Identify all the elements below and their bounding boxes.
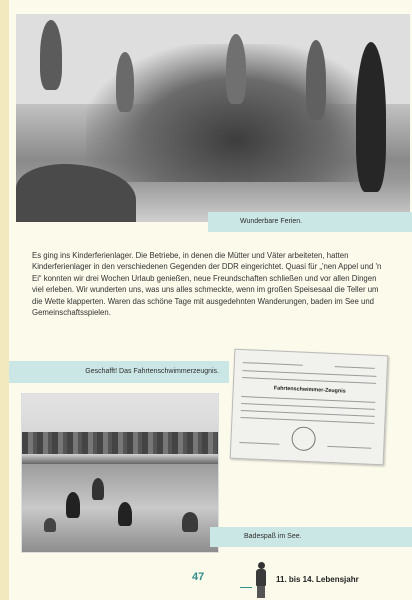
certificate-stamp [291, 426, 316, 451]
chapter-label: 11. bis 14. Lebensjahr [276, 575, 359, 584]
certificate-caption: Geschafft! Das Fahrtenschwimmerzeugnis. [9, 361, 229, 383]
certificate-rule [241, 403, 375, 410]
photo-swimmer [182, 512, 198, 532]
footer-divider [240, 587, 252, 588]
silhouette-torso [256, 569, 266, 586]
photo-swimmer [92, 478, 104, 500]
silhouette-legs [257, 586, 265, 598]
swimming-certificate [230, 349, 389, 466]
photo-figure [306, 40, 326, 120]
photo-swimmer [66, 492, 80, 518]
certificate-rule [240, 417, 374, 424]
photo-figure [40, 20, 62, 90]
certificate-signature-line [327, 446, 371, 449]
top-photo-caption: Wunderbare Ferien. [208, 212, 412, 232]
certificate-rule [241, 396, 375, 403]
certificate-rule [241, 410, 375, 417]
photo-figure [226, 34, 246, 104]
lake-swimming-photo [21, 393, 219, 553]
certificate-rule [243, 362, 303, 366]
photo-swimmer [44, 518, 56, 532]
photo-swimmer [118, 502, 132, 526]
body-paragraph: Es ging ins Kinderferienlager. Die Betriebe, in denen die Mütter und Väter arbeiteten, hatten Kinderferienlager in den verschiedenen Gegenden der DDR eingerichtet. Quasi für „'nen Appel und 'n Ei“ konnten wir drei Wochen Urlaub genießen, neue Freundschaften schließen und vor allen Dingen viel erleben. Wir wunderten uns, was uns alles schmeckte, wenn im großen Speisesaal die Teller um die Wette klapperten. Waren das schöne Tage mit ausgedehnten Wanderungen, baden im See und Gemeinschaftsspielen. [32, 251, 382, 318]
certificate-rule [335, 366, 375, 369]
certificate-rule [242, 377, 376, 384]
page-edge-strip [0, 0, 9, 600]
photo-treeline [22, 432, 218, 454]
certificate-signature-line [239, 442, 279, 445]
children-group-photo [16, 14, 410, 222]
photo-figure [116, 52, 134, 112]
page-number: 47 [192, 571, 205, 583]
bottom-photo-caption: Badespaß im See. [210, 527, 412, 547]
certificate-title: Fahrtenschwimmer-Zeugnis [273, 385, 346, 395]
certificate-rule [243, 370, 377, 377]
silhouette-head [258, 562, 265, 569]
photo-figure [356, 42, 386, 192]
person-silhouette-icon [254, 562, 268, 598]
